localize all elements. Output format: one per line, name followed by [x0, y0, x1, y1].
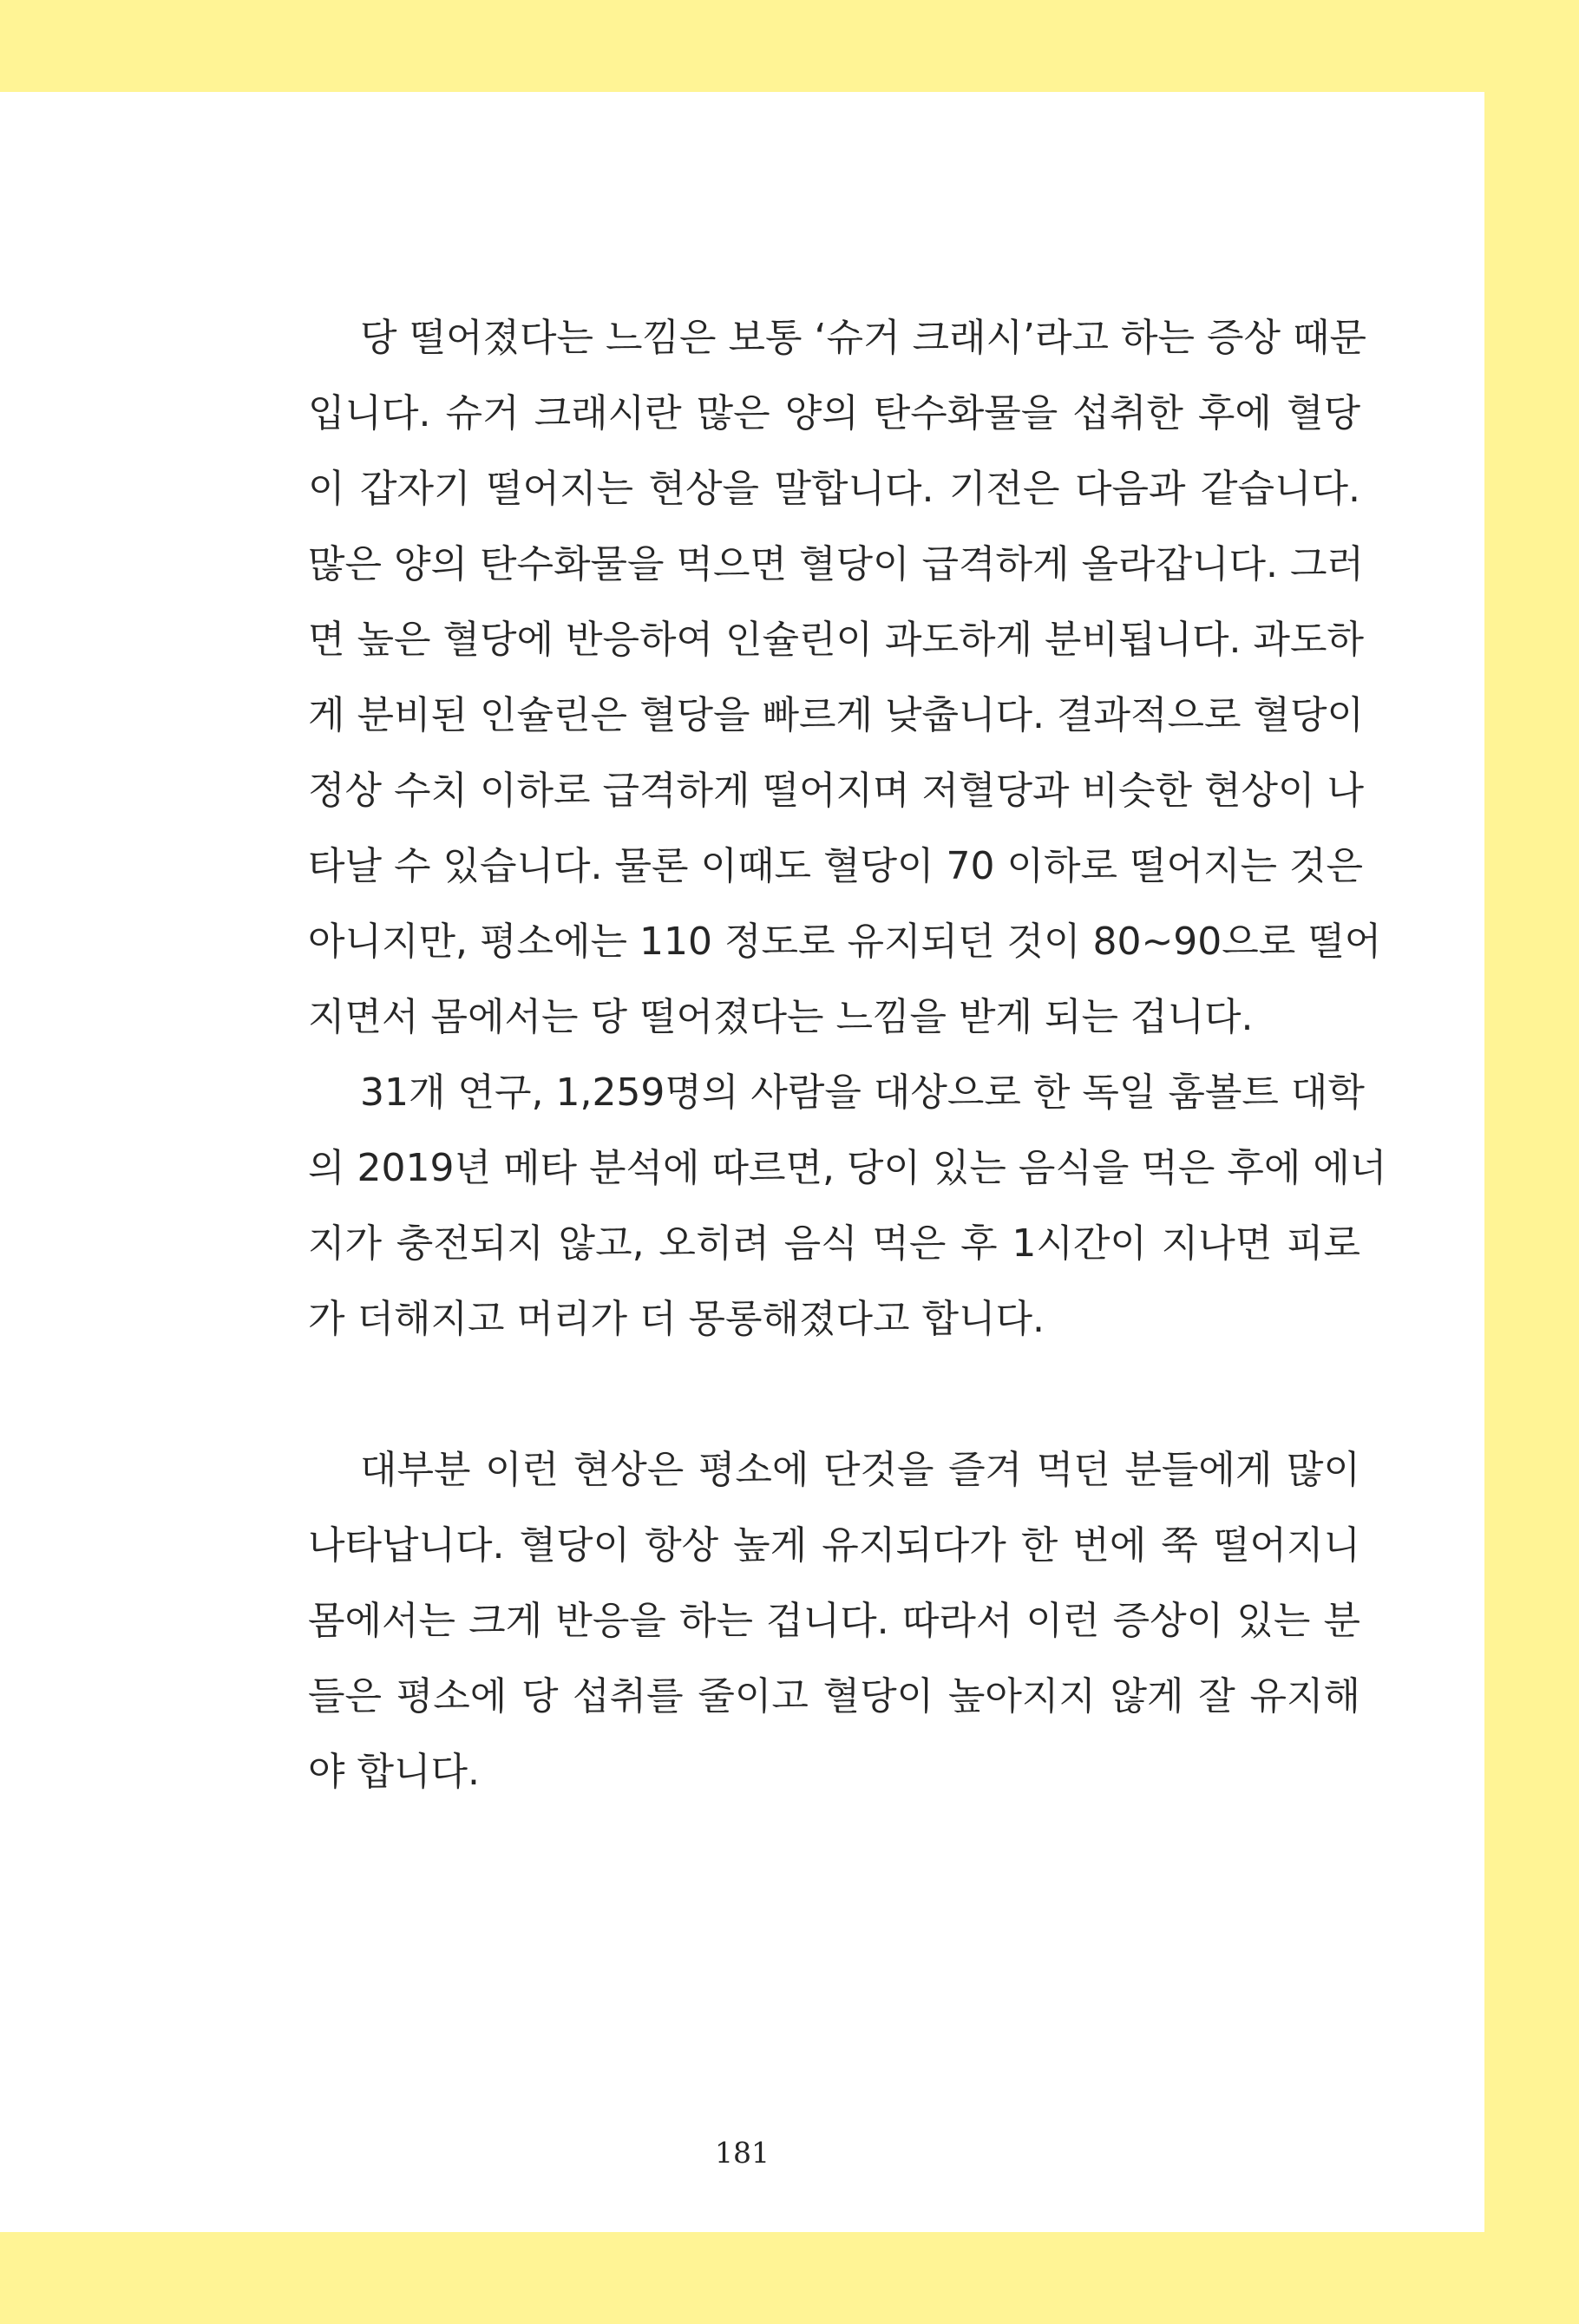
- text-line: 많은 양의 탄수화물을 먹으면 혈당이 급격하게 올라갑니다. 그러: [308, 542, 1364, 586]
- text-line: 아니지만, 평소에는 110 정도로 유지되던 것이 80~90으로 떨어: [308, 920, 1382, 964]
- text-line: 정상 수치 이하로 급격하게 떨어지며 저혈당과 비슷한 현상이 나: [308, 769, 1364, 813]
- text-line: 31개 연구, 1,259명의 사람을 대상으로 한 독일 훔볼트 대학: [360, 1070, 1365, 1115]
- paragraph-3: [308, 1432, 1360, 1810]
- text-line: 입니다. 슈거 크래시란 많은 양의 탄수화물을 섭취한 후에 혈당: [308, 391, 1360, 435]
- paragraph-1: [308, 300, 1382, 1055]
- text-line: 당 떨어졌다는 느낌은 보통 ‘슈거 크래시’라고 하는 증상 때문: [360, 316, 1366, 360]
- text-line: 나타납니다. 혈당이 항상 높게 유지되다가 한 번에 쭉 떨어지니: [308, 1523, 1360, 1568]
- paragraph-2: [308, 1055, 1387, 1357]
- text-line: 지면서 몸에서는 당 떨어졌다는 느낌을 받게 되는 겁니다.: [308, 995, 1254, 1039]
- text-line: 타날 수 있습니다. 물론 이때도 혈당이 70 이하로 떨어지는 것은: [308, 844, 1363, 888]
- text-line: 몸에서는 크게 반응을 하는 겁니다. 따라서 이런 증상이 있는 분: [308, 1599, 1360, 1643]
- text-line: 의 2019년 메타 분석에 따르면, 당이 있는 음식을 먹은 후에 에너: [308, 1146, 1387, 1190]
- page-number: 181: [715, 2136, 770, 2170]
- text-line: 야 합니다.: [308, 1750, 480, 1794]
- text-line: 면 높은 혈당에 반응하여 인슐린이 과도하게 분비됩니다. 과도하: [308, 618, 1364, 662]
- text-line: 가 더해지고 머리가 더 몽롱해졌다고 합니다.: [308, 1297, 1045, 1341]
- text-line: 이 갑자기 떨어지는 현상을 말합니다. 기전은 다음과 같습니다.: [308, 467, 1360, 511]
- text-line: 대부분 이런 현상은 평소에 단것을 즐겨 먹던 분들에게 많이: [360, 1448, 1360, 1492]
- text-line: 들은 평소에 당 섭취를 줄이고 혈당이 높아지지 않게 잘 유지해: [308, 1674, 1360, 1718]
- book-page: [0, 92, 1484, 2232]
- text-line: 지가 충전되지 않고, 오히려 음식 먹은 후 1시간이 지나면 피로: [308, 1221, 1360, 1266]
- paragraph-spacer: [308, 1357, 1360, 1432]
- body-text: [308, 300, 1387, 1810]
- text-line: 게 분비된 인슐린은 혈당을 빠르게 낮춥니다. 결과적으로 혈당이: [308, 693, 1364, 737]
